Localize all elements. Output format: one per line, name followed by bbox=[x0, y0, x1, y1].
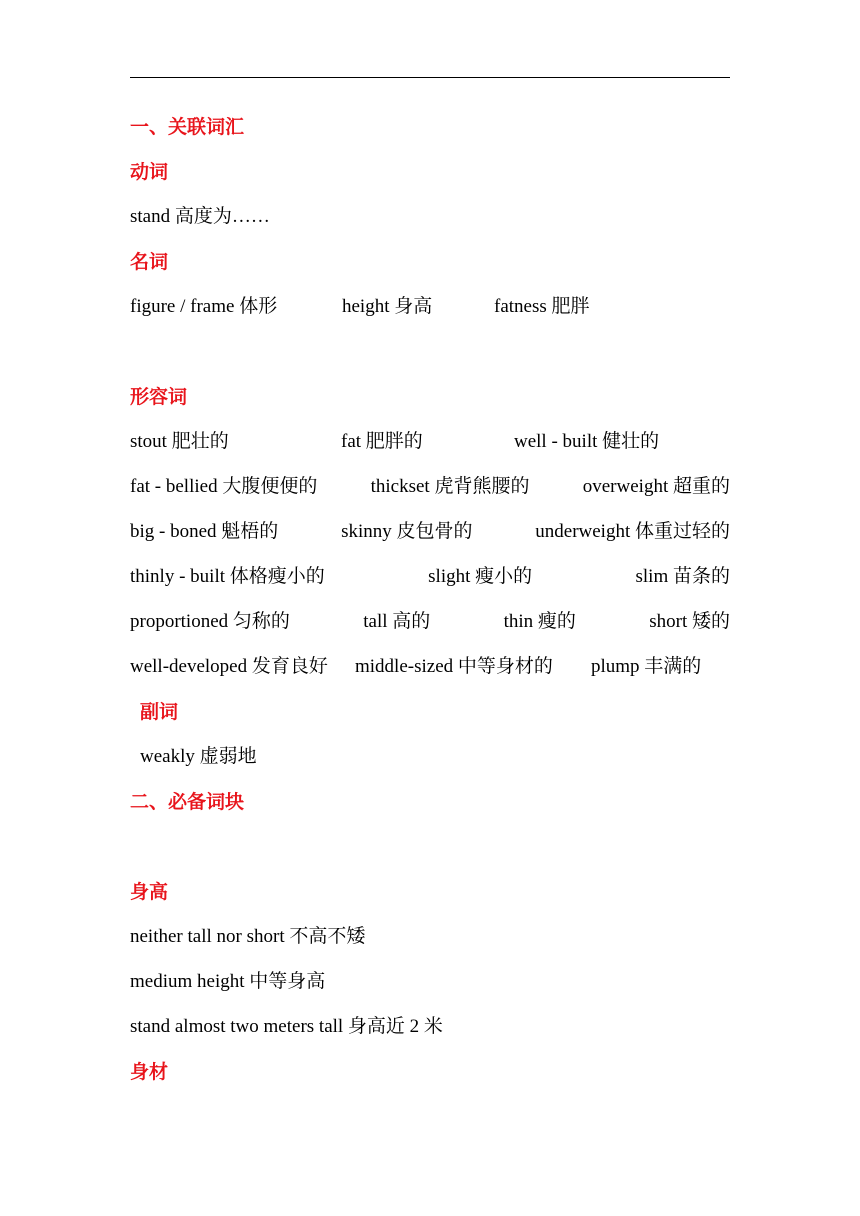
adjective-row bbox=[130, 609, 730, 635]
noun-item: height 身高 bbox=[342, 296, 433, 317]
heading-figure: 身材 bbox=[130, 1061, 169, 1083]
adjective-item: middle-sized 中等身材的 bbox=[355, 656, 553, 677]
adjective-item: fat 肥胖的 bbox=[341, 431, 423, 452]
adjective-item: proportioned 匀称的 bbox=[130, 611, 290, 632]
heading-adverbs: 副词 bbox=[140, 701, 179, 723]
adjective-item: underweight 体重过轻的 bbox=[535, 521, 730, 542]
header-rule bbox=[130, 77, 730, 78]
adjective-item: well-developed 发育良好 bbox=[130, 656, 328, 677]
adjective-item: big - boned 魁梧的 bbox=[130, 521, 279, 542]
adjective-item: skinny 皮包骨的 bbox=[341, 521, 473, 542]
noun-item: fatness 肥胖 bbox=[494, 296, 590, 317]
adjective-item: slight 瘦小的 bbox=[428, 566, 533, 587]
adjective-row bbox=[130, 564, 730, 590]
adjective-row bbox=[130, 474, 730, 500]
adjective-item: thickset 虎背熊腰的 bbox=[370, 476, 530, 497]
noun-item: figure / frame 体形 bbox=[130, 296, 278, 317]
adjective-item: short 矮的 bbox=[649, 611, 730, 632]
chunk-item: stand almost two meters tall 身高近 2 米 bbox=[130, 1016, 443, 1037]
adjective-row bbox=[130, 654, 730, 680]
adjective-item: well - built 健壮的 bbox=[514, 431, 660, 452]
adjective-item: thin 瘦的 bbox=[503, 611, 576, 632]
adjective-item: stout 肥壮的 bbox=[130, 431, 229, 452]
verb-item: stand 高度为…… bbox=[130, 206, 270, 227]
heading-adjectives: 形容词 bbox=[130, 386, 188, 408]
chunk-item: neither tall nor short 不高不矮 bbox=[130, 926, 366, 947]
heading-nouns: 名词 bbox=[130, 251, 169, 273]
adjective-item: fat - bellied 大腹便便的 bbox=[130, 476, 318, 497]
adverb-item: weakly 虚弱地 bbox=[140, 746, 257, 767]
adjective-row bbox=[130, 519, 730, 545]
adjective-item: overweight 超重的 bbox=[582, 476, 730, 497]
adjective-row bbox=[130, 429, 730, 455]
noun-row bbox=[130, 294, 730, 320]
adjective-item: slim 苗条的 bbox=[635, 566, 730, 587]
chunk-item: medium height 中等身高 bbox=[130, 971, 326, 992]
adjective-item: plump 丰满的 bbox=[591, 656, 702, 677]
adjective-item: thinly - built 体格瘦小的 bbox=[130, 566, 325, 587]
adjective-item: tall 高的 bbox=[363, 611, 431, 632]
section-title-related-vocabulary: 一、关联词汇 bbox=[130, 116, 245, 138]
heading-height: 身高 bbox=[130, 881, 169, 903]
heading-verbs: 动词 bbox=[130, 161, 169, 183]
section-title-essential-chunks: 二、必备词块 bbox=[130, 791, 245, 813]
